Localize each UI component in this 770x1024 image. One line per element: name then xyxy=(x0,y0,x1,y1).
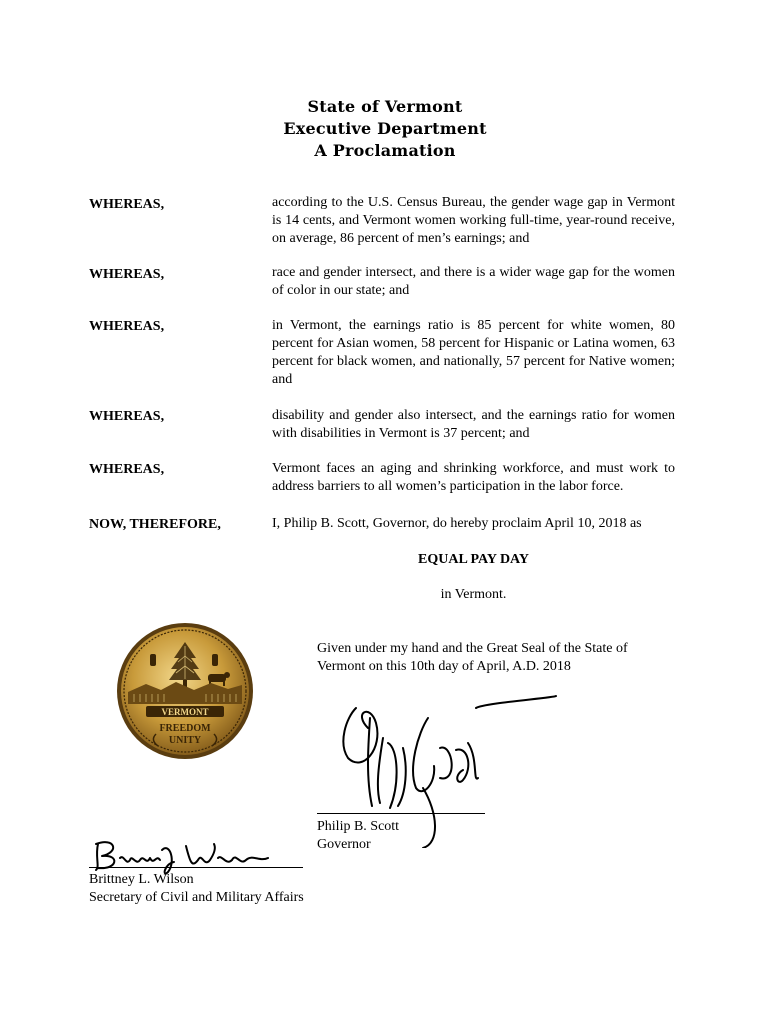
given-line-2: Vermont on this 10th day of April, A.D. 2018 xyxy=(317,659,571,674)
secretary-name: Brittney L. Wilson xyxy=(89,872,194,887)
seal-vermont-text: VERMONT xyxy=(161,707,209,717)
proclamation-heading: A Proclamation xyxy=(314,141,456,160)
in-vermont-text: in Vermont. xyxy=(440,587,507,602)
clause-text-2: race and gender intersect, and there is a wider wage gap for the women of color in our state; and xyxy=(272,265,675,298)
governor-title: Governor xyxy=(317,837,371,852)
now-therefore-label: NOW, THEREFORE, xyxy=(89,517,221,532)
clause-text-1: according to the U.S. Census Bureau, the gender wage gap in Vermont is 14 cents, and Vermont women working full-time, year-round receive, on average, 86 percent of men’s earnings; and xyxy=(272,195,675,246)
secretary-title: Secretary of Civil and Military Affairs xyxy=(89,890,304,905)
state-heading: State of Vermont xyxy=(307,97,463,116)
seal-freedom-text: FREEDOM xyxy=(159,723,211,734)
clause-label-3: WHEREAS, xyxy=(89,319,165,334)
given-statement xyxy=(317,640,677,676)
secretary-signature-line xyxy=(89,867,303,868)
clause-label-4: WHEREAS, xyxy=(89,409,165,424)
clause-text-4: disability and gender also intersect, and the earnings ratio for women with disabilities in Vermont is 37 percent; and xyxy=(272,408,675,441)
clause-label-1: WHEREAS, xyxy=(89,197,165,212)
equal-pay-day-title: EQUAL PAY DAY xyxy=(418,552,529,567)
clause-label-5: WHEREAS, xyxy=(89,462,165,477)
proclamation-text: I, Philip B. Scott, Governor, do hereby proclaim April 10, 2018 as xyxy=(272,516,642,531)
clause-text-3: in Vermont, the earnings ratio is 85 percent for white women, 80 percent for Asian women, 58 percent for Hispanic or Latina women, 63 percent for black women, and nationally, 57 percent for Native women; and xyxy=(272,318,675,387)
governor-name: Philip B. Scott xyxy=(317,819,400,834)
governor-signature-line xyxy=(317,813,485,814)
given-line-1: Given under my hand and the Great Seal of the State of xyxy=(317,641,628,656)
seal-unity-text: UNITY xyxy=(168,735,202,746)
clause-text-5: Vermont faces an aging and shrinking workforce, and must work to address barriers to all women’s participation in the labor force. xyxy=(272,461,675,494)
vermont-great-seal-image xyxy=(116,622,254,760)
clause-label-2: WHEREAS, xyxy=(89,267,165,282)
department-heading: Executive Department xyxy=(283,119,487,138)
